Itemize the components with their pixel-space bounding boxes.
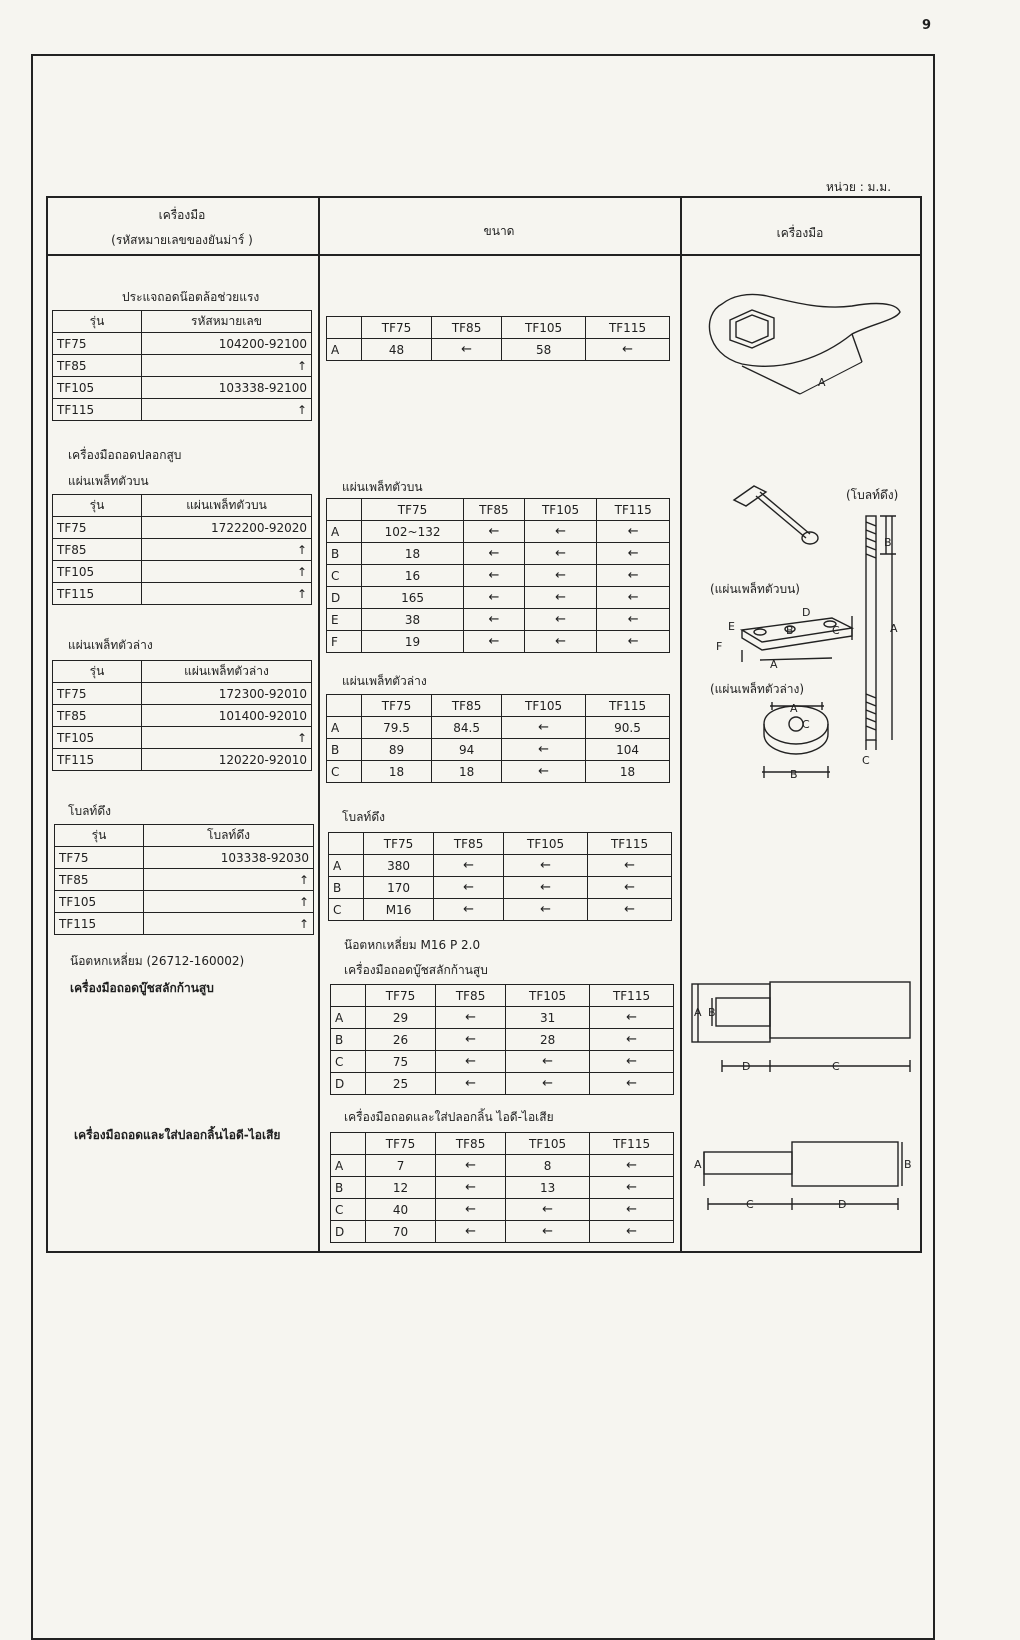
blank-cell: [329, 833, 364, 855]
table-header-row: [327, 317, 670, 339]
dimension-value-cell: 8: [506, 1155, 590, 1177]
dimension-value-cell: 102~132: [362, 521, 464, 543]
table-row: [55, 891, 314, 913]
lower-plate-dim-title: แผ่นเพล็ทตัวล่าง: [342, 674, 427, 688]
dimension-value-cell: ←: [504, 877, 588, 899]
dimension-value-cell: ←: [597, 565, 670, 587]
table-row: [331, 1221, 674, 1243]
table-row: [331, 1073, 674, 1095]
tool-illustrations: [682, 254, 920, 1250]
table-header-row: [329, 833, 672, 855]
dimension-value-cell: ←: [597, 587, 670, 609]
dimension-value-cell: 79.5: [362, 717, 432, 739]
blank-cell: [327, 499, 362, 521]
model-cell: TF75: [53, 333, 142, 355]
code-cell: 172300-92010: [142, 683, 312, 705]
code-cell: ↑: [142, 583, 312, 605]
dimension-value-cell: ←: [434, 877, 504, 899]
dimension-value-cell: ←: [597, 609, 670, 631]
model-header-cell: TF105: [524, 499, 597, 521]
upper-plate-dim-a: A: [770, 658, 778, 671]
lower-plate-drawing-label: (แผ่นเพล็ทตัวล่าง): [710, 682, 805, 696]
table-row: [327, 543, 670, 565]
dimension-value-cell: ←: [588, 899, 672, 921]
dimension-label-cell: B: [329, 877, 364, 899]
dimension-value-cell: ←: [436, 1073, 506, 1095]
dimension-value-cell: 380: [364, 855, 434, 877]
dimension-value-cell: ←: [502, 739, 586, 761]
model-header-cell: TF115: [588, 833, 672, 855]
model-cell: TF75: [55, 847, 144, 869]
table-row: [327, 565, 670, 587]
model-header-cell: TF75: [364, 833, 434, 855]
table-row: [53, 561, 312, 583]
lower-plate-code-table: [52, 660, 312, 771]
header-cell: รุ่น: [55, 825, 144, 847]
table-row: [53, 517, 312, 539]
dimension-value-cell: ←: [590, 1155, 674, 1177]
model-cell: TF85: [53, 705, 142, 727]
code-cell: 103338-92030: [144, 847, 314, 869]
table-row: [329, 899, 672, 921]
dimension-value-cell: 104: [586, 739, 670, 761]
dimension-value-cell: ←: [436, 1221, 506, 1243]
lower-plate-title: แผ่นเพล็ทตัวล่าง: [68, 638, 153, 652]
dimension-label-cell: D: [327, 587, 362, 609]
code-cell: ↑: [144, 869, 314, 891]
dimension-value-cell: 70: [366, 1221, 436, 1243]
pull-bolt-drawing-label: (โบลท์ดึง): [846, 488, 899, 502]
blank-cell: [327, 317, 362, 339]
dimension-value-cell: ←: [586, 339, 670, 361]
dimension-value-cell: ←: [436, 1029, 506, 1051]
dimension-label-cell: B: [327, 543, 362, 565]
dimension-value-cell: 75: [366, 1051, 436, 1073]
upper-plate-dim-c: C: [832, 624, 840, 637]
model-header-cell: TF115: [590, 1133, 674, 1155]
table-header-row: [53, 661, 312, 683]
upper-plate-drawing-label: (แผ่นเพล็ทตัวบน): [710, 582, 800, 596]
valve-guide-dim-title: เครื่องมือถอดและใส่ปลอกลิ้น ไอดี-ไอเสีย: [344, 1110, 554, 1124]
dimension-value-cell: 18: [362, 543, 464, 565]
model-header-cell: TF115: [597, 499, 670, 521]
bushing-tool-title: เครื่องมือถอดบู๊ชสลักก้านสูบ: [70, 981, 214, 995]
table-header-row: [53, 311, 312, 333]
upper-plate-dim-table: [326, 498, 670, 653]
lower-plate-dim-table: [326, 694, 670, 783]
dimension-value-cell: ←: [464, 609, 525, 631]
table-row: [331, 1155, 674, 1177]
model-header-cell: TF105: [504, 833, 588, 855]
dimension-value-cell: ←: [597, 543, 670, 565]
table-row: [53, 683, 312, 705]
table-row: [53, 355, 312, 377]
hex-nut-code: น๊อตหกเหลี่ยม (26712-160002): [70, 954, 245, 968]
dimension-value-cell: ←: [524, 587, 597, 609]
table-row: [53, 583, 312, 605]
dimension-value-cell: ←: [502, 717, 586, 739]
dimension-value-cell: ←: [590, 1177, 674, 1199]
liner-puller-title: เครื่องมือถอดปลอกสูบ: [68, 448, 182, 462]
table-header-row: [327, 695, 670, 717]
model-cell: TF105: [53, 727, 142, 749]
dimension-label-cell: C: [327, 565, 362, 587]
dimension-value-cell: ←: [524, 543, 597, 565]
pull-bolt-dim-title: โบลท์ดึง: [342, 810, 385, 824]
dimension-value-cell: ←: [590, 1073, 674, 1095]
table-row: [55, 847, 314, 869]
dimension-value-cell: 170: [364, 877, 434, 899]
valve-dim-b: B: [904, 1158, 912, 1171]
dimension-label-cell: A: [327, 717, 362, 739]
table-header-row: [53, 495, 312, 517]
bushing-dim-a: A: [694, 1006, 702, 1019]
dimension-value-cell: ←: [590, 1199, 674, 1221]
dimension-value-cell: 16: [362, 565, 464, 587]
dimension-value-cell: 12: [366, 1177, 436, 1199]
table-row: [327, 339, 670, 361]
dimension-label-cell: A: [331, 1155, 366, 1177]
model-header-cell: TF75: [362, 499, 464, 521]
valve-guide-tool-drawing: [704, 1142, 902, 1210]
dimension-value-cell: 18: [362, 761, 432, 783]
dimension-label-cell: B: [331, 1177, 366, 1199]
model-header-cell: TF85: [464, 499, 525, 521]
model-header-cell: TF75: [362, 317, 432, 339]
dimension-label-cell: F: [327, 631, 362, 653]
code-cell: 101400-92010: [142, 705, 312, 727]
dimension-value-cell: ←: [524, 609, 597, 631]
lower-plate-dim-b: B: [790, 768, 798, 781]
header-size: ขนาด: [483, 224, 515, 238]
hex-nut-note: น๊อตหกเหลี่ยม M16 P 2.0: [344, 938, 481, 952]
dimension-value-cell: 13: [506, 1177, 590, 1199]
dimension-label-cell: E: [327, 609, 362, 631]
dimension-value-cell: ←: [524, 521, 597, 543]
dimension-value-cell: 38: [362, 609, 464, 631]
upper-plate-drawing: [742, 616, 852, 662]
wrench-drawing: [709, 294, 900, 394]
bolt-dim-c: C: [862, 754, 870, 767]
model-header-cell: TF75: [366, 985, 436, 1007]
dimension-value-cell: ←: [434, 899, 504, 921]
dimension-value-cell: ←: [436, 1177, 506, 1199]
code-cell: 103338-92100: [142, 377, 312, 399]
bolt-dim-b: B: [884, 536, 892, 549]
dimension-value-cell: 90.5: [586, 717, 670, 739]
upper-plate-code-table: [52, 494, 312, 605]
dimension-value-cell: ←: [436, 1155, 506, 1177]
upper-plate-dim-title: แผ่นเพล็ทตัวบน: [342, 480, 423, 494]
dimension-value-cell: ←: [588, 877, 672, 899]
dimension-value-cell: ←: [506, 1051, 590, 1073]
code-cell: 104200-92100: [142, 333, 312, 355]
table-header-row: [55, 825, 314, 847]
dimension-label-cell: C: [329, 899, 364, 921]
bushing-dim-d: D: [742, 1060, 751, 1073]
model-header-cell: TF105: [502, 695, 586, 717]
model-header-cell: TF85: [436, 985, 506, 1007]
dimension-value-cell: 28: [506, 1029, 590, 1051]
table-row: [327, 761, 670, 783]
dimension-value-cell: 19: [362, 631, 464, 653]
model-cell: TF85: [53, 355, 142, 377]
model-header-cell: TF115: [586, 317, 670, 339]
table-row: [327, 631, 670, 653]
table-row: [329, 855, 672, 877]
dimension-label-cell: D: [331, 1073, 366, 1095]
dimension-value-cell: 26: [366, 1029, 436, 1051]
table-row: [331, 1177, 674, 1199]
model-cell: TF85: [53, 539, 142, 561]
code-cell: ↑: [142, 399, 312, 421]
table-row: [53, 377, 312, 399]
table-row: [331, 1051, 674, 1073]
dimension-value-cell: 18: [586, 761, 670, 783]
bushing-dim-b: B: [708, 1006, 716, 1019]
header-cell: แผ่นเพล็ทตัวล่าง: [142, 661, 312, 683]
table-row: [53, 749, 312, 771]
header-cell: รหัสหมายเลข: [142, 311, 312, 333]
dimension-label-cell: C: [331, 1051, 366, 1073]
dimension-value-cell: ←: [506, 1073, 590, 1095]
table-header-row: [331, 1133, 674, 1155]
bolt-dim-a: A: [890, 622, 898, 635]
wrench-dim-table: [326, 316, 670, 361]
dimension-value-cell: ←: [590, 1007, 674, 1029]
model-header-cell: TF75: [362, 695, 432, 717]
unit-label: หน่วย : ม.ม.: [826, 180, 892, 194]
code-cell: ↑: [144, 891, 314, 913]
model-header-cell: TF115: [586, 695, 670, 717]
upper-plate-dim-b: B: [786, 624, 794, 637]
bushing-dim-c: C: [832, 1060, 840, 1073]
blank-cell: [327, 695, 362, 717]
model-header-cell: TF75: [366, 1133, 436, 1155]
header-cell: โบลท์ดึง: [144, 825, 314, 847]
bushing-dim-title: เครื่องมือถอดบู๊ชสลักก้านสูบ: [344, 963, 488, 977]
model-header-cell: TF85: [432, 317, 502, 339]
table-header-row: [331, 985, 674, 1007]
dimension-value-cell: ←: [506, 1199, 590, 1221]
table-row: [327, 587, 670, 609]
dimension-value-cell: M16: [364, 899, 434, 921]
code-cell: 1722200-92020: [142, 517, 312, 539]
table-header-row: [327, 499, 670, 521]
valve-dim-a: A: [694, 1158, 702, 1171]
table-row: [331, 1029, 674, 1051]
dimension-value-cell: 89: [362, 739, 432, 761]
dimension-value-cell: ←: [590, 1221, 674, 1243]
model-header-cell: TF85: [432, 695, 502, 717]
wrench-title: ประแจถอดน๊อตล้อช่วยแรง: [122, 290, 260, 304]
dimension-value-cell: 94: [432, 739, 502, 761]
dimension-value-cell: ←: [524, 565, 597, 587]
header-cell: แผ่นเพล็ทตัวบน: [142, 495, 312, 517]
model-cell: TF115: [53, 583, 142, 605]
header-cell: รุ่น: [53, 661, 142, 683]
code-cell: ↑: [142, 355, 312, 377]
model-header-cell: TF105: [506, 1133, 590, 1155]
dimension-value-cell: ←: [597, 631, 670, 653]
table-row: [327, 739, 670, 761]
bushing-dim-table: [330, 984, 674, 1095]
model-cell: TF75: [53, 517, 142, 539]
dimension-value-cell: ←: [502, 761, 586, 783]
model-cell: TF105: [53, 561, 142, 583]
dimension-value-cell: 165: [362, 587, 464, 609]
code-cell: ↑: [142, 561, 312, 583]
dimension-value-cell: ←: [504, 899, 588, 921]
dimension-value-cell: ←: [506, 1221, 590, 1243]
table-row: [53, 539, 312, 561]
dimension-value-cell: ←: [464, 565, 525, 587]
dimension-value-cell: 7: [366, 1155, 436, 1177]
pull-bolt-perspective: [734, 486, 818, 544]
dimension-value-cell: ←: [524, 631, 597, 653]
table-row: [55, 913, 314, 935]
valve-guide-tool-title: เครื่องมือถอดและใส่ปลอกลิ้นไอดี-ไอเสีย: [74, 1128, 281, 1142]
table-row: [53, 333, 312, 355]
lower-plate-dim-a: A: [790, 702, 798, 715]
dimension-value-cell: ←: [464, 587, 525, 609]
header-tool-line1: เครื่องมือ: [158, 208, 206, 222]
model-cell: TF85: [55, 869, 144, 891]
header-cell: รุ่น: [53, 311, 142, 333]
code-cell: ↑: [144, 913, 314, 935]
model-cell: TF115: [53, 399, 142, 421]
upper-plate-dim-d: D: [802, 606, 811, 619]
page-number: 9: [922, 18, 932, 33]
valve-dim-c: C: [746, 1198, 754, 1211]
dimension-value-cell: ←: [464, 631, 525, 653]
table-row: [327, 521, 670, 543]
pull-bolt-title: โบลท์ดึง: [68, 804, 111, 818]
model-header-cell: TF85: [436, 1133, 506, 1155]
upper-plate-dim-f: F: [716, 640, 723, 653]
code-cell: ↑: [142, 539, 312, 561]
dimension-value-cell: 18: [432, 761, 502, 783]
valve-guide-dim-table: [330, 1132, 674, 1243]
header-tool: เครื่องมือ: [776, 226, 824, 240]
dimension-value-cell: ←: [504, 855, 588, 877]
dimension-label-cell: A: [327, 339, 362, 361]
dimension-value-cell: ←: [436, 1007, 506, 1029]
model-cell: TF115: [55, 913, 144, 935]
dimension-value-cell: 84.5: [432, 717, 502, 739]
model-header-cell: TF105: [502, 317, 586, 339]
model-cell: TF105: [53, 377, 142, 399]
dimension-value-cell: ←: [588, 855, 672, 877]
model-cell: TF75: [53, 683, 142, 705]
table-row: [53, 705, 312, 727]
dimension-value-cell: 29: [366, 1007, 436, 1029]
dimension-value-cell: 58: [502, 339, 586, 361]
header-tool-line2: (รหัสหมายเลขของยันม่าร์ ): [111, 233, 253, 247]
upper-plate-title: แผ่นเพล็ทตัวบน: [68, 474, 149, 488]
dimension-label-cell: B: [331, 1029, 366, 1051]
dimension-value-cell: 25: [366, 1073, 436, 1095]
dimension-value-cell: ←: [432, 339, 502, 361]
upper-plate-dim-e: E: [728, 620, 735, 633]
table-row: [329, 877, 672, 899]
dimension-value-cell: ←: [464, 521, 525, 543]
valve-dim-d: D: [838, 1198, 847, 1211]
model-cell: TF105: [55, 891, 144, 913]
pull-bolt-dim-table: [328, 832, 672, 921]
bushing-tool-drawing: [692, 982, 910, 1072]
dimension-label-cell: A: [327, 521, 362, 543]
table-row: [327, 609, 670, 631]
dimension-value-cell: 48: [362, 339, 432, 361]
dimension-label-cell: C: [327, 761, 362, 783]
lower-plate-dim-c: C: [802, 718, 810, 731]
dimension-value-cell: ←: [590, 1029, 674, 1051]
pull-bolt-code-table: [54, 824, 314, 935]
table-row: [331, 1007, 674, 1029]
dimension-label-cell: A: [329, 855, 364, 877]
wrench-dim-a: A: [818, 376, 826, 389]
dimension-value-cell: 31: [506, 1007, 590, 1029]
dimension-value-cell: ←: [434, 855, 504, 877]
table-row: [327, 717, 670, 739]
model-cell: TF115: [53, 749, 142, 771]
header-cell: รุ่น: [53, 495, 142, 517]
model-header-cell: TF85: [434, 833, 504, 855]
table-row: [331, 1199, 674, 1221]
table-row: [53, 399, 312, 421]
header-tool-code: [46, 206, 318, 250]
wrench-code-table: [52, 310, 312, 421]
code-cell: 120220-92010: [142, 749, 312, 771]
dimension-value-cell: ←: [436, 1199, 506, 1221]
blank-cell: [331, 985, 366, 1007]
dimension-value-cell: ←: [597, 521, 670, 543]
dimension-label-cell: A: [331, 1007, 366, 1029]
table-row: [55, 869, 314, 891]
code-cell: ↑: [142, 727, 312, 749]
dimension-value-cell: ←: [464, 543, 525, 565]
model-header-cell: TF115: [590, 985, 674, 1007]
model-header-cell: TF105: [506, 985, 590, 1007]
dimension-value-cell: ←: [590, 1051, 674, 1073]
dimension-value-cell: ←: [436, 1051, 506, 1073]
dimension-value-cell: 40: [366, 1199, 436, 1221]
dimension-label-cell: C: [331, 1199, 366, 1221]
table-row: [53, 727, 312, 749]
dimension-label-cell: B: [327, 739, 362, 761]
dimension-label-cell: D: [331, 1221, 366, 1243]
blank-cell: [331, 1133, 366, 1155]
